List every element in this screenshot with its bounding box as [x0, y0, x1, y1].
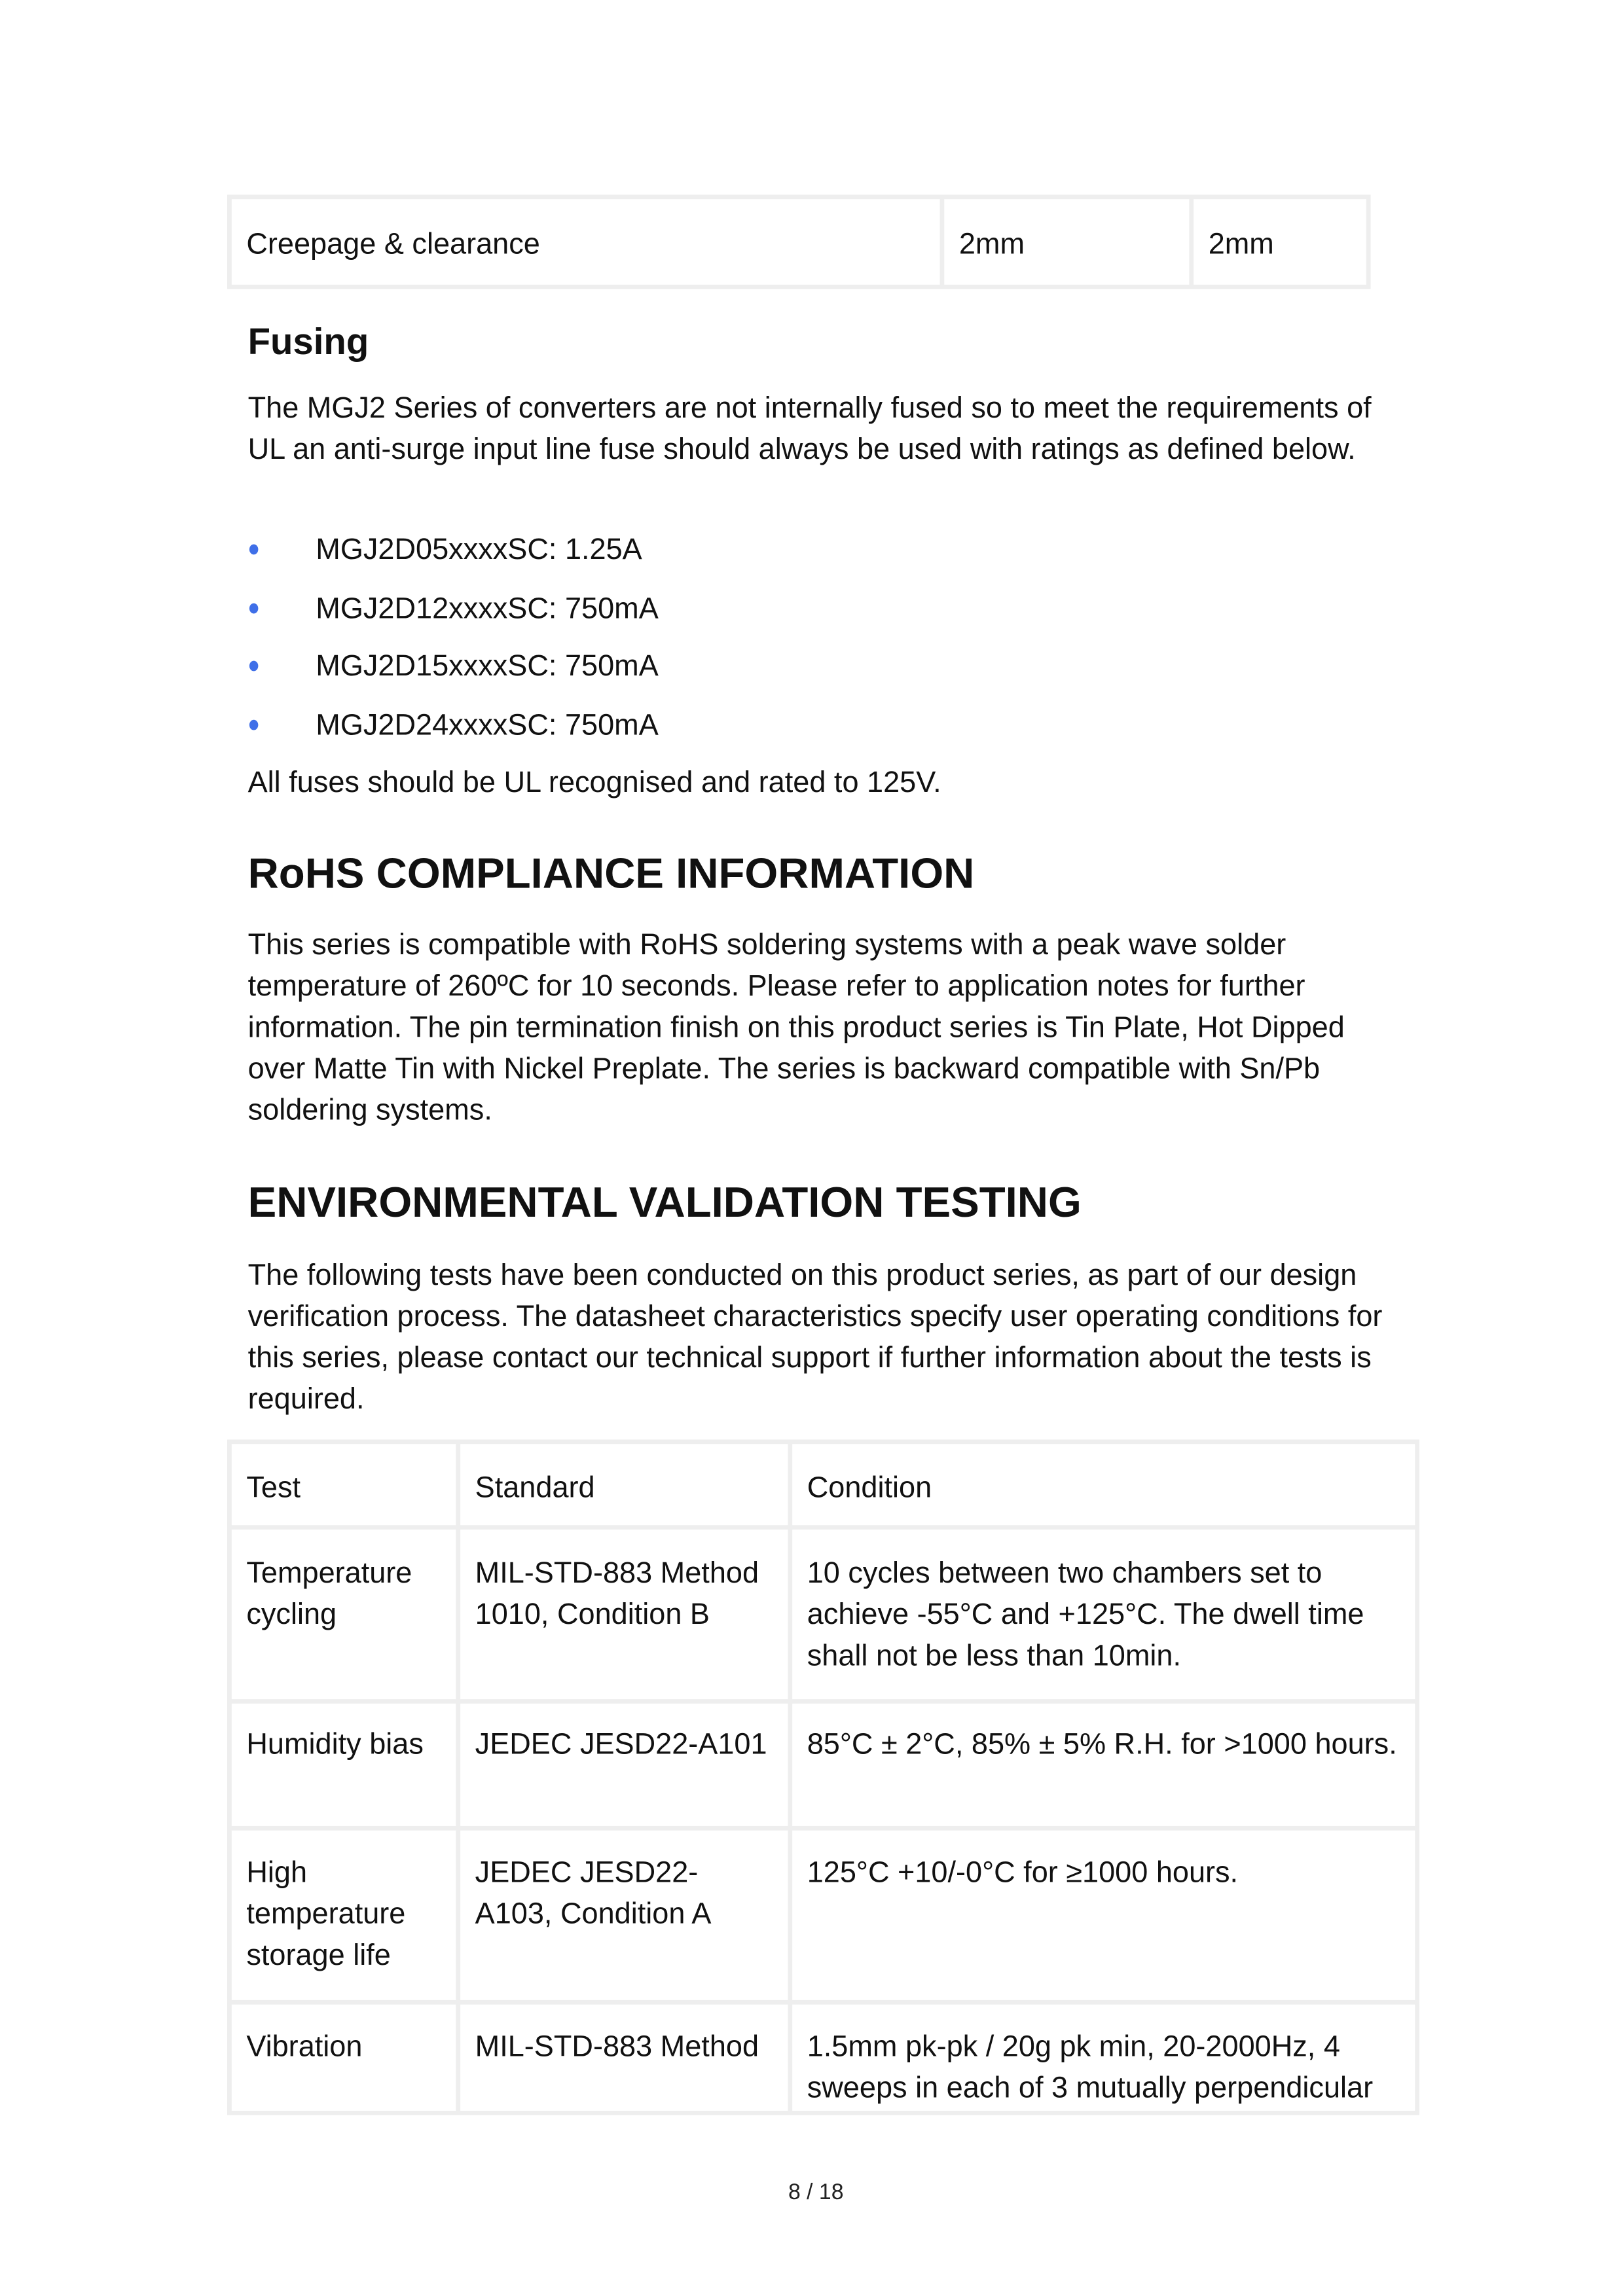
table-row [232, 199, 1366, 285]
table-row [232, 1831, 1415, 2000]
column-header: Standard [460, 1444, 788, 1525]
spec-label: Creepage & clearance [232, 199, 940, 285]
env-body: The following tests have been conducted on this product series, as part of our design verification process. The datasheet characteristics specify user operating conditions for this series, please contact our technical support if further information about the tests is required. [247, 1259, 1383, 1416]
column-header: Condition [792, 1444, 1415, 1525]
test-cell: High temperature storage life [232, 1831, 456, 2000]
standard-cell: MIL-STD-883 Method 1010, Condition B [460, 1530, 788, 1699]
test-cell: Humidity bias [232, 1704, 456, 1826]
bullet-icon [249, 603, 259, 614]
isolation-spec-table [227, 194, 1371, 289]
rohs-body: This series is compatible with RoHS soldering systems with a peak wave solder temperature of 260ºC for 10 seconds. Please refer to application notes for further information. The pin termination finish on this product series is Tin Plate, Hot Dipped over Matte Tin with Nickel Preplate. The series is backward compatible with Sn/Pb soldering systems. [247, 929, 1345, 1127]
table-row [232, 1530, 1415, 1699]
document-page: Creepage & clearance 2mm 2mm Fusing The MGJ2 Series of converters are not internally fused so to meet the requirements of UL an anti-surge input line fuse should always be used with ratings as defined below. MGJ2D05xxxxSC: 1.25A MGJ2D12xxxxSC: 750mA MGJ2D15xxxxSC: 750mA MGJ2D24xxxxSC: 750mA All fuses should be UL recognised and rated to 125V. RoHS COMPLIANCE INFORMATION This series is compatible with RoHS soldering systems with a peak wave solder temperature of 260ºC for 10 seconds. Please refer to application notes for further information. The pin termination finish on this product series is Tin Plate, Hot Dipped over Matte Tin with Nickel Preplate. The series is backward compatible with Sn/Pb soldering systems. ENVIRONMENTAL VALIDATION TESTING The following tests have been conducted on this product series, as part of our design verification process. The datasheet characteristics specify user operating conditions for this series, please contact our technical support if further information about the tests is required. Test Standard Condition Temperature cycling MIL-STD-883 Method 1010, Condition B 10 cycles between two chambers set to achieve -55°C and +125°C. The dwell time shall not be less than 10min. Humidity bias JEDEC JESD22-A101 85°C ± 2°C, 85% ± 5% R.H. for >1000 hours. High temperature storage life JEDEC JESD22-A103, Condition A 125°C +10/-0°C for ≥1000 hours. Vibration MIL-STD-883 Method 1.5mm pk-pk / 20g pk min, 20-2000Hz, 4 sweeps in each of 3 mutually perpendicular 8 / 18 [0, 0, 1623, 2296]
env-heading: ENVIRONMENTAL VALIDATION TESTING [247, 1179, 1082, 1227]
test-cell: Temperature cycling [232, 1530, 456, 1699]
test-cell: Vibration [232, 2005, 456, 2111]
table-header-row [232, 1444, 1415, 1525]
condition-cell: 10 cycles between two chambers set to achieve -55°C and +125°C. The dwell time shall not be less than 10min. [792, 1530, 1415, 1699]
page-number: 8 / 18 [788, 2179, 844, 2206]
fusing-heading: Fusing [247, 321, 369, 363]
spec-value: 2mm [1194, 199, 1366, 285]
fusing-intro: The MGJ2 Series of converters are not internally fused so to meet the requirements of UL an anti-surge input line fuse should always be used with ratings as defined below. [247, 392, 1372, 467]
standard-cell: JEDEC JESD22-A103, Condition A [460, 1831, 788, 2000]
standard-cell: MIL-STD-883 Method [460, 2005, 788, 2111]
condition-cell: 1.5mm pk-pk / 20g pk min, 20-2000Hz, 4 sweeps in each of 3 mutually perpendicular [792, 2005, 1415, 2111]
env-test-table [227, 1440, 1419, 2115]
bullet-icon [249, 661, 259, 672]
condition-cell: 125°C +10/-0°C for ≥1000 hours. [792, 1831, 1415, 2000]
bullet-icon [249, 720, 259, 730]
table-row [232, 2005, 1415, 2111]
spec-value: 2mm [944, 199, 1189, 285]
column-header: Test [232, 1444, 456, 1525]
fusing-note: All fuses should be UL recognised and rated to 125V. [247, 766, 941, 800]
condition-cell: 85°C ± 2°C, 85% ± 5% R.H. for >1000 hours. [792, 1704, 1415, 1826]
standard-cell: JEDEC JESD22-A101 [460, 1704, 788, 1826]
bullet-icon [249, 545, 259, 555]
table-row [232, 1704, 1415, 1826]
rohs-heading: RoHS COMPLIANCE INFORMATION [247, 851, 975, 899]
